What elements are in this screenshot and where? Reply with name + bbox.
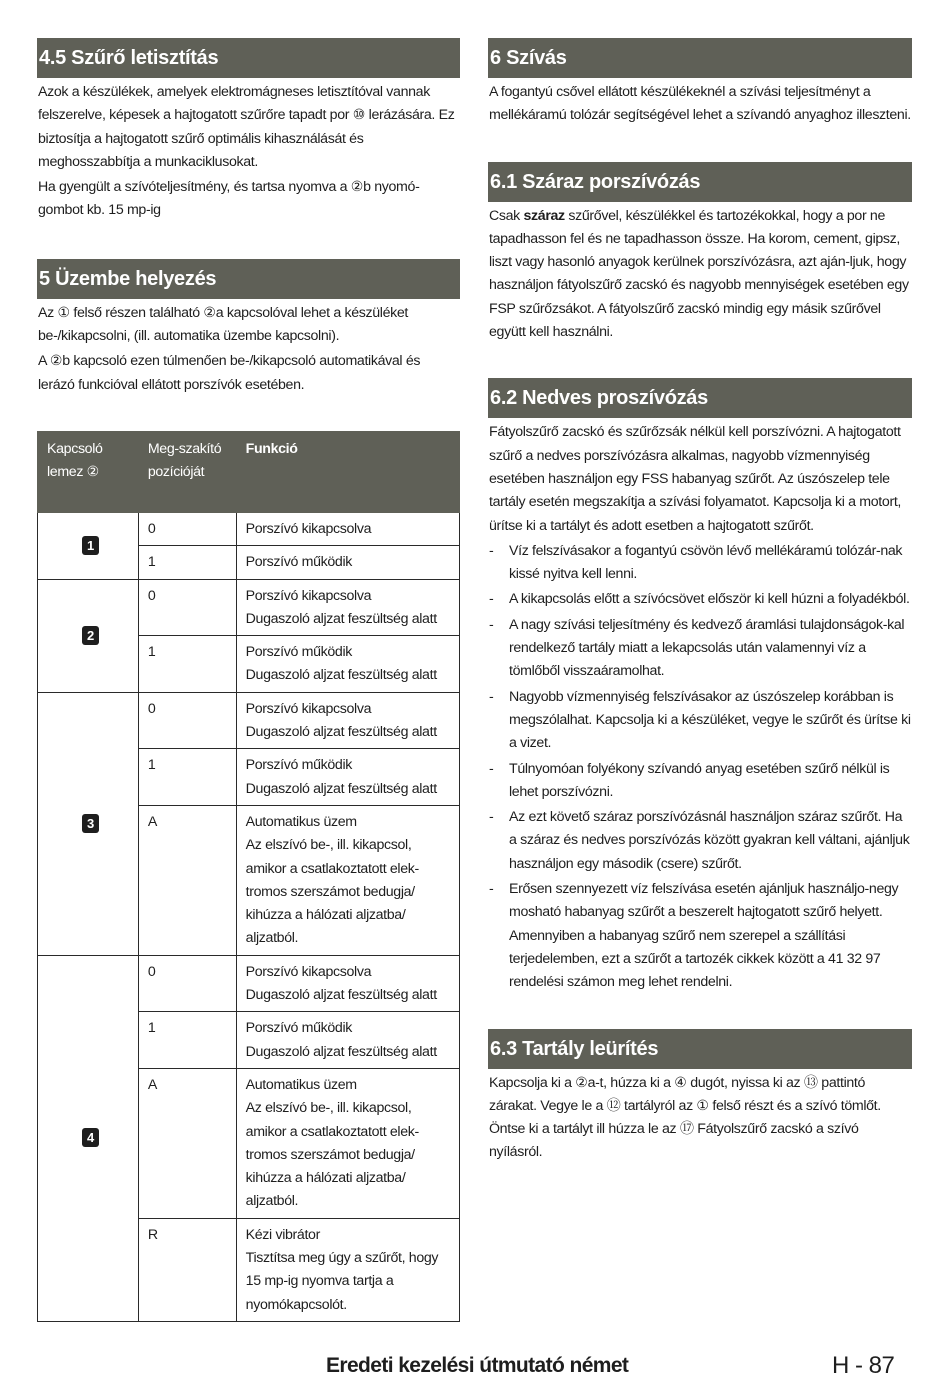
function-label: Porszívó kikapcsolva (245, 587, 372, 604)
function-cell (236, 692, 459, 749)
section-heading-6-2: 6.2 Nedves proszívózás (488, 378, 912, 418)
right-column (488, 38, 912, 1167)
list-item: - Az ezt követő száraz porszívózásnál használjon száraz szűrőt. Ha a száraz és nedves porszívózás között gyakran kell váltani, ajánljuk használjon egy második (csere) szűrőt. (489, 809, 910, 872)
paragraph: Fátyolszűrő zacskó és szűrőzsák nélkül kell porszívózni. A hajtogatott szűrő a nedves porszívózásra alkalmas, nagyobb vízmennyiség esetében használjon egy FSS habanyag szűrőt. Az úszószelep tele tartály esetén megszakítja a szívási folyamatot. Kapcsolja ki a motort, ürítse ki a tartályt és adott esetben a hajtogatott szűrőt. (489, 424, 901, 534)
table-row (38, 512, 460, 545)
group-cell (38, 692, 139, 955)
table-row (38, 692, 460, 749)
list-item: - Erősen szennyezett víz felszívása esetén ajánljuk használjo-negy mosható habanyag szűrőt a beszerelt hajtogatott szűrő helyett. Amennyiben a habanyag szűrő nem szerepel a szállítási terjedelemben, ezt a szűrőt a tartozék cikkek között a 41 32 97 rendelési számon meg lehet rendelni. (489, 881, 899, 991)
function-label: Kézi vibrátor (245, 1226, 320, 1243)
table-row (38, 579, 460, 636)
page-number: H - 87 (832, 1352, 895, 1379)
paragraph: A fogantyú csővel ellátott készülékeknél a szívási teljesítményt a mellékáramú tolózár segítségével lehet a szívandó anyaghoz illeszteni. (489, 84, 911, 124)
bullet-list (488, 540, 912, 995)
group-cell (38, 579, 139, 692)
text-run: szűrővel, készülékkel és tartozékokkal, hogy a por ne tapadhasson fel és ne tapadhasson össze. Ha korom, cement, gipsz, liszt vagy hasonló anyagok kerülnek porszívózásra, azt aján-ljuk, hogy használjon fátyolszűrő zacskó és nagyobb mennyiségek esetében egy FSP szűrőzsákot. A fátyolszűrő zacskó mindig egy másik szűrővel együtt kell használni. (489, 207, 909, 341)
bold-text: száraz (523, 207, 565, 224)
function-label: Porszívó kikapcsolva (245, 963, 372, 980)
position-cell: A (138, 805, 236, 955)
section-heading-6: 6 Szívás (488, 38, 912, 78)
function-label: Porszívó működik (245, 1020, 353, 1037)
position-cell: 0 (138, 512, 236, 545)
function-detail: Tisztítsa meg úgy a szűrőt, hogy 15 mp-ig nyomva tartja a nyomókapcsolót. (245, 1249, 439, 1313)
position-cell: A (138, 1068, 236, 1218)
list-item: - A nagy szívási teljesítmény és kedvező áramlási tulajdonságok-kal rendelkező tartály miatt a lekapcsolás után valamennyi víz a tömlőből visszaáramolhat. (489, 616, 905, 680)
function-label: Porszívó kikapcsolva (245, 520, 372, 537)
function-cell (236, 1012, 459, 1069)
paragraph (488, 205, 912, 345)
function-cell (236, 1218, 459, 1321)
text-run: Csak (489, 207, 524, 224)
position-cell: 1 (138, 636, 236, 693)
function-detail: Dugaszoló aljzat feszültség alatt (245, 987, 437, 1004)
group-cell (38, 512, 139, 579)
section-heading-6-3: 6.3 Tartály leürítés (488, 1029, 912, 1069)
number-badge: 2 (82, 626, 99, 645)
footer-title: Eredeti kezelési útmutató német (326, 1354, 629, 1377)
section-heading-5: 5 Üzembe helyezés (37, 259, 460, 299)
function-cell (236, 749, 459, 806)
list-item: - Nagyobb vízmennyiség felszívásakor az úszószelep korábban is megszólalhat. Kapcsolja ki a készüléket, vegye le szűrőt és ürítse ki a vizet. (489, 688, 911, 752)
function-detail: Dugaszoló aljzat feszültség alatt (245, 780, 437, 797)
position-cell: 1 (138, 749, 236, 806)
function-label: Porszívó működik (245, 757, 353, 774)
paragraph: Kapcsolja ki a ②a-t, húzza ki a ④ dugót, nyissa ki az ⑬ pattintó zárakat. Vegye le a ⑫ tartályról az ① felső részt és a szívó tömlőt. Öntse ki a tartályt ill húzza le az ⑰ Fátyolszűrő zacskó a szívó nyílásról. (489, 1074, 881, 1161)
number-badge: 4 (82, 1128, 99, 1147)
position-cell: 0 (138, 692, 236, 749)
function-cell (236, 512, 459, 545)
paragraph: Az ① felső részen található ②a kapcsolóval lehet a készüléket be-/kikapcsolni, (ill. automatika üzembe kapcsolni). (38, 304, 409, 345)
col-header-switch-plate: Kapcsoló lemez ② (38, 431, 139, 512)
number-badge: 3 (82, 814, 99, 833)
list-item: - Túlnyomóan folyékony szívandó anyag esetében szűrő nélkül is lehet porszívózni. (489, 760, 890, 800)
section-heading-4-5: 4.5 Szűrő letisztítás (37, 38, 460, 78)
group-cell (38, 955, 139, 1321)
function-label: Porszívó működik (245, 554, 353, 571)
position-cell: 0 (138, 955, 236, 1012)
paragraph: Ha gyengült a szívóteljesítmény, és tartsa nyomva a ②b nyomó-gombot kb. 15 mp-ig (38, 179, 420, 219)
function-cell (236, 955, 459, 1012)
function-detail: Az elszívó be-, ill. kikapcsol, amikor a csatlakoztatott elek-tromos szerszámot bedugja/ kihúzza a hálózati aljzatba/ aljzatból. (245, 837, 419, 947)
function-label: Porszívó működik (245, 644, 353, 661)
table-row (38, 955, 460, 1012)
paragraph: Azok a készülékek, amelyek elektromágneses letisztítóval vannak felszerelve, képesek a hajtogatott szűrőre tapadt por ⑩ lerázására. Ez biztosítja a hajtogatott szűrő optimális kihasználását és meghosszabbítja a munkaciklusokat. (38, 84, 455, 170)
function-detail: Dugaszoló aljzat feszültség alatt (245, 724, 437, 741)
function-cell (236, 805, 459, 955)
function-table (37, 431, 460, 1322)
function-cell (236, 1068, 459, 1218)
col-header-position: Meg-szakító pozícióját (138, 431, 236, 512)
paragraph: A ②b kapcsoló ezen túlmenően be-/kikapcsoló automatikával és lerázó funkcióval ellátott porszívók esetében. (38, 353, 421, 393)
number-badge: 1 (82, 536, 99, 555)
left-column (37, 38, 460, 1322)
list-item: - A kikapcsolás előtt a szívócsövet először ki kell húzni a folyadékból. (489, 591, 910, 608)
function-cell (236, 579, 459, 636)
function-cell (236, 636, 459, 693)
function-detail: Dugaszoló aljzat feszültség alatt (245, 1043, 437, 1060)
function-detail: Az elszívó be-, ill. kikapcsol, amikor a csatlakoztatott elek-tromos szerszámot bedugja/ kihúzza a hálózati aljzatba/ aljzatból. (245, 1100, 419, 1210)
position-cell: 1 (138, 546, 236, 579)
function-cell (236, 546, 459, 579)
col-header-function: Funkció (236, 431, 459, 512)
section-heading-6-1: 6.1 Száraz porszívózás (488, 162, 912, 202)
position-cell: R (138, 1218, 236, 1321)
function-detail: Dugaszoló aljzat feszültség alatt (245, 610, 437, 627)
table-header-row (38, 431, 460, 512)
list-item: - Víz felszívásakor a fogantyú csövön lévő mellékáramú tolózár-nak kissé nyitva kell lenni. (489, 542, 903, 583)
function-label: Porszívó kikapcsolva (245, 700, 372, 717)
function-label: Automatikus üzem (245, 1076, 357, 1093)
position-cell: 1 (138, 1012, 236, 1069)
function-detail: Dugaszoló aljzat feszültség alatt (245, 667, 437, 684)
position-cell: 0 (138, 579, 236, 636)
function-label: Automatikus üzem (245, 813, 357, 830)
